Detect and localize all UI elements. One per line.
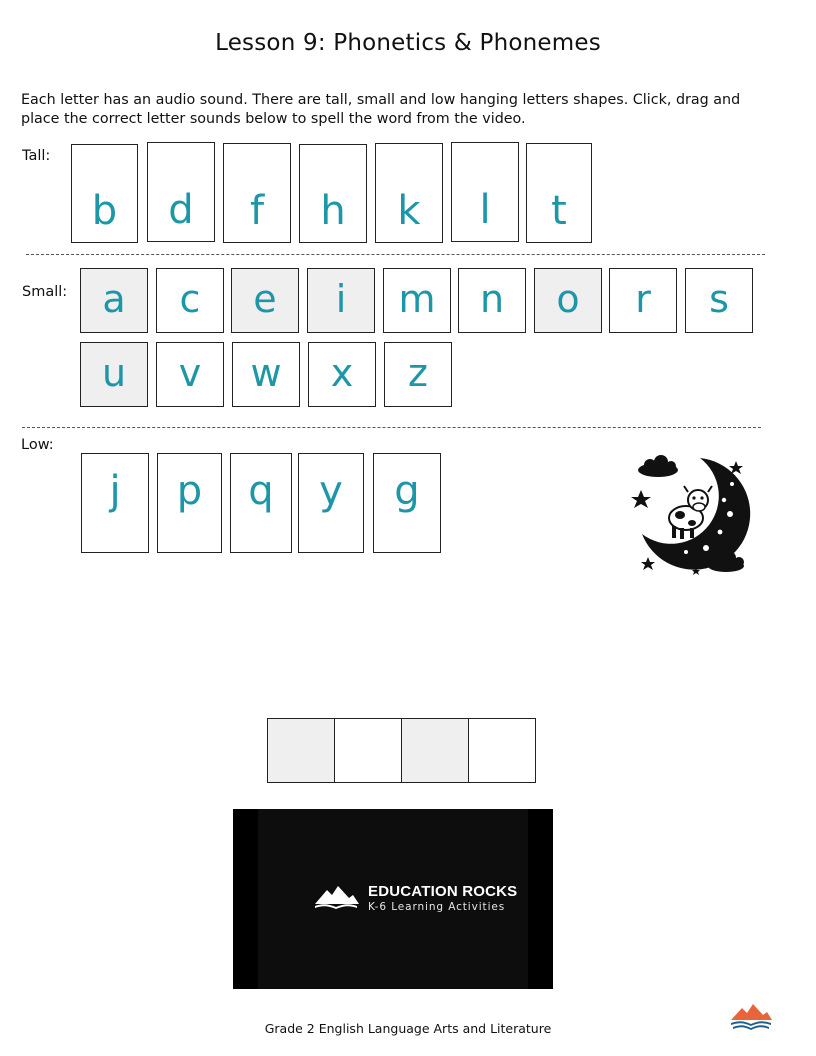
letter-tile-h[interactable]: h (299, 144, 367, 243)
letter-tile-c[interactable]: c (156, 268, 224, 333)
letter-tile-q[interactable]: q (230, 453, 292, 553)
letter-tile-k[interactable]: k (375, 143, 443, 243)
section-divider (22, 427, 761, 428)
footer-text: Grade 2 English Language Arts and Literature (264, 1021, 552, 1036)
letter-tile-w[interactable]: w (232, 342, 300, 407)
letter-tile-l[interactable]: l (451, 142, 519, 242)
letter-tile-m[interactable]: m (383, 268, 451, 333)
letter-tile-n[interactable]: n (458, 268, 526, 333)
small-section-label: Small: (22, 284, 68, 300)
letter-tile-r[interactable]: r (609, 268, 677, 333)
letter-tile-f[interactable]: f (223, 143, 291, 243)
cow-jumping-over-moon-icon (628, 452, 754, 578)
letter-tile-u[interactable]: u (80, 342, 148, 407)
letter-tile-s[interactable]: s (685, 268, 753, 333)
video-brand-tagline: K-6 Learning Activities (368, 901, 506, 913)
low-section-label: Low: (21, 437, 54, 453)
mountain-book-logo-icon (313, 882, 359, 912)
answer-slot[interactable] (267, 718, 335, 783)
education-rocks-logo-icon (729, 1002, 773, 1032)
page-footer (0, 1021, 816, 1036)
letter-tile-v[interactable]: v (156, 342, 224, 407)
letter-tile-t[interactable]: t (526, 143, 592, 243)
lesson-video[interactable] (233, 809, 553, 989)
answer-slot[interactable] (334, 718, 402, 783)
letter-tile-z[interactable]: z (384, 342, 452, 407)
letter-tile-g[interactable]: g (373, 453, 441, 553)
letter-tile-d[interactable]: d (147, 142, 215, 242)
page-title: Lesson 9: Phonetics & Phonemes (215, 30, 601, 56)
letter-tile-a[interactable]: a (80, 268, 148, 333)
tall-section-label: Tall: (22, 148, 51, 164)
letter-tile-y[interactable]: y (298, 453, 364, 553)
letter-tile-x[interactable]: x (308, 342, 376, 407)
letter-tile-o[interactable]: o (534, 268, 602, 333)
video-brand-title: EDUCATION ROCKS (368, 883, 518, 900)
letter-tile-e[interactable]: e (231, 268, 299, 333)
letter-tile-p[interactable]: p (157, 453, 222, 553)
answer-slot[interactable] (468, 718, 536, 783)
letter-tile-b[interactable]: b (71, 144, 138, 243)
instructions: Each letter has an audio sound. There are tall, small and low hanging letters shapes. Click, drag and place the correct letter sounds below to spell the word from the video. (21, 92, 741, 127)
letter-tile-j[interactable]: j (81, 453, 149, 553)
section-divider (26, 254, 765, 255)
answer-slot[interactable] (401, 718, 469, 783)
letter-tile-i[interactable]: i (307, 268, 375, 333)
video-frame (258, 809, 528, 989)
